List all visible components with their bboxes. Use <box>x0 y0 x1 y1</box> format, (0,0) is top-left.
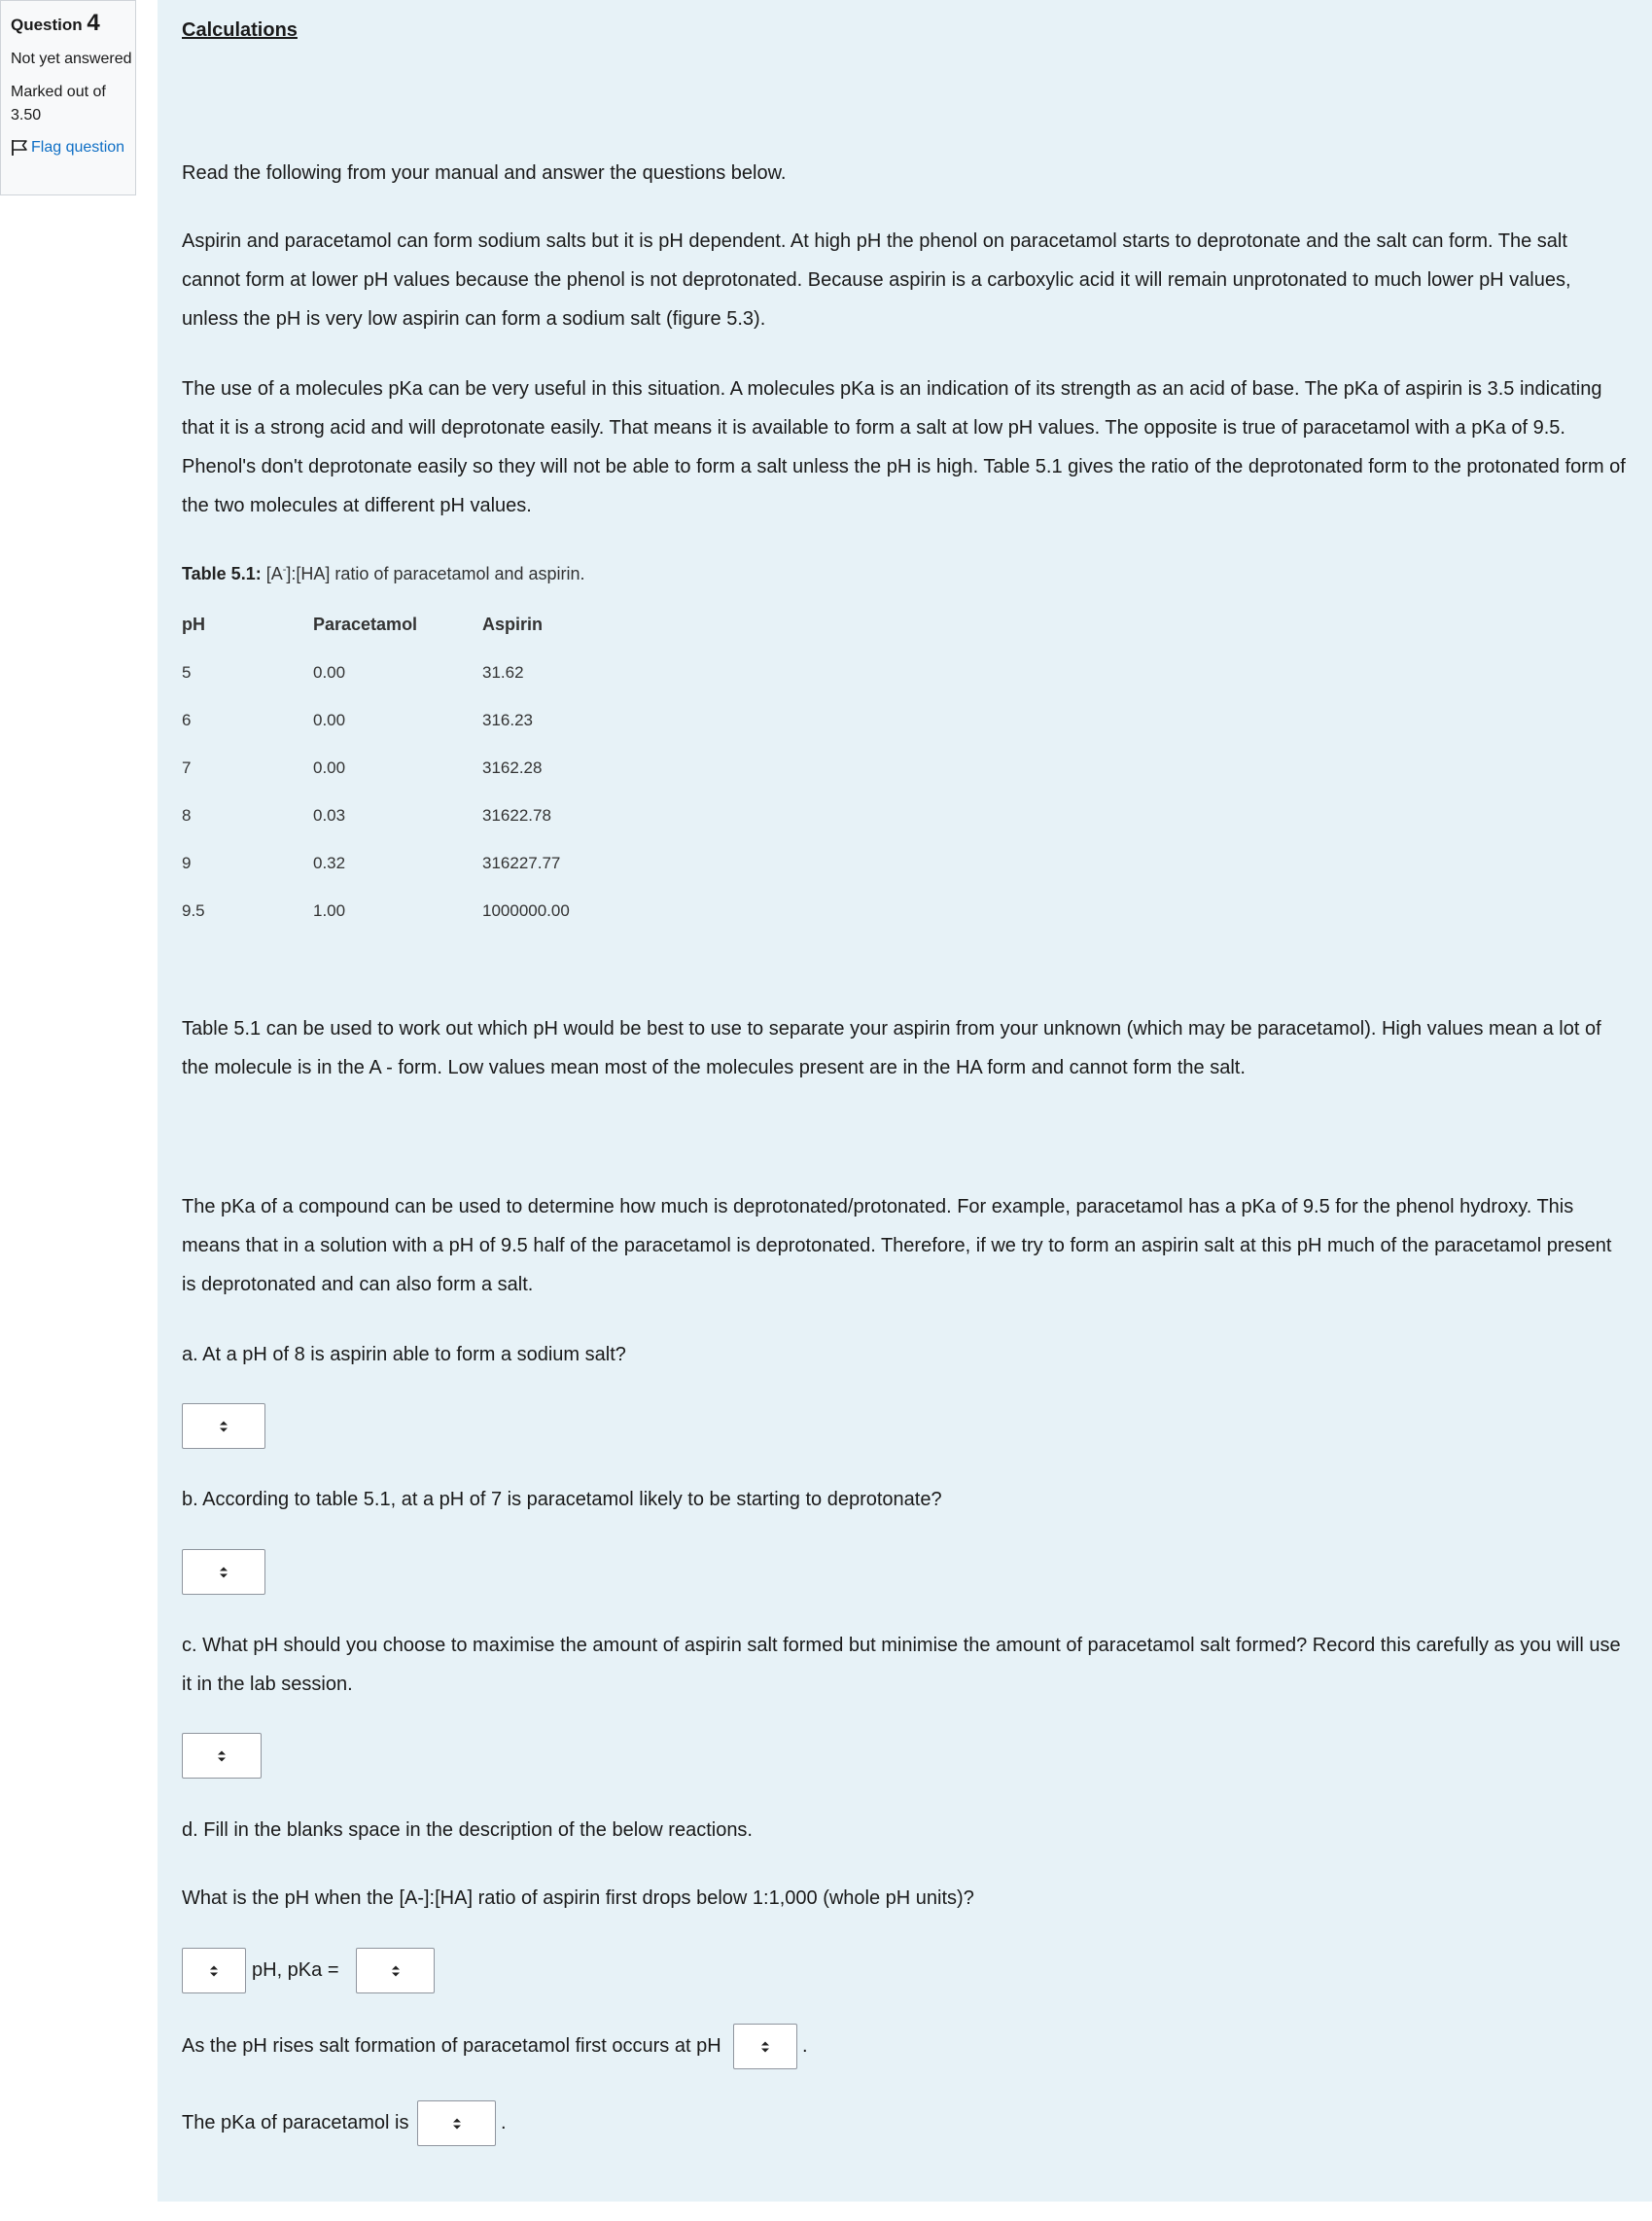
table-cell-ph: 7 <box>182 758 192 777</box>
answer-d1-ph-select[interactable] <box>182 1948 246 1993</box>
flag-icon <box>11 139 28 157</box>
table-caption-superscript: - <box>282 564 287 576</box>
table-cell-aspirin: 3162.28 <box>482 758 543 777</box>
question-d1-text: What is the pH when the [A-]:[HA] ratio of aspirin first drops below 1:1,000 (whole pH units)? <box>182 1887 974 1909</box>
table-cell-ph: 9.5 <box>182 900 205 920</box>
table-cell-aspirin: 1000000.00 <box>482 900 570 920</box>
answer-d2-select[interactable] <box>733 2024 797 2069</box>
table-cell-ph: 6 <box>182 710 192 729</box>
answer-c-select[interactable] <box>182 1733 262 1779</box>
select-arrows-icon <box>452 2117 462 2131</box>
question-state: Not yet answered <box>11 51 132 67</box>
question-d-text: d. Fill in the blanks space in the description of the below reactions. <box>182 1819 753 1841</box>
select-arrows-icon <box>217 1749 227 1763</box>
page-title: Calculations <box>182 19 298 41</box>
select-arrows-icon <box>219 1566 228 1579</box>
select-arrows-icon <box>391 1964 401 1978</box>
select-arrows-icon <box>219 1420 228 1433</box>
question-content <box>158 0 1652 2202</box>
paragraph-1: Aspirin and paracetamol can form sodium salts but it is pH dependent. At high pH the phenol on paracetamol starts to deprotonate and the salt can form. The salt cannot form at lower pH values because the phenol is not deprotonated. Because aspirin is a carboxylic acid it will remain unprotonated to much lower pH values, unless the pH is very low aspirin can form a sodium salt (figure 5.3). <box>182 230 1571 330</box>
flag-question-label: Flag question <box>31 139 125 156</box>
table-cell-ph: 5 <box>182 662 192 682</box>
question-c-text: c. What pH should you choose to maximise the amount of aspirin salt formed but minimise the amount of paracetamol salt formed? Record this carefully as you will use it in the lab session. <box>182 1635 1621 1695</box>
table-header-aspirin: Aspirin <box>482 614 544 634</box>
paragraph-2: The use of a molecules pKa can be very useful in this situation. A molecules pKa is an indication of its strength as an acid of base. The pKa of aspirin is 3.5 indicating that it is a strong acid and will deprotonate easily. That means it is available to form a salt at low pH values. The opposite is true of paracetamol with a pKa of 9.5. Phenol's don't deprotonate easily so they will not be able to form a salt unless the pH is high. Table 5.1 gives the ratio of the deprotonated form to the protonated form of the two molecules at different pH values. <box>182 378 1626 516</box>
select-arrows-icon <box>209 1964 219 1978</box>
table-row <box>182 792 638 839</box>
question-number: 4 <box>87 10 100 36</box>
question-info-panel <box>0 0 136 195</box>
answer-b-select[interactable] <box>182 1549 265 1595</box>
d3-end-text: . <box>501 2112 507 2133</box>
question-grade: Marked out of 3.50 <box>11 84 106 123</box>
d2-text: As the pH rises salt formation of paracetamol first occurs at pH <box>182 2035 721 2057</box>
table-row <box>182 887 638 934</box>
table-cell-paracetamol: 0.03 <box>313 805 346 825</box>
intro-text: Read the following from your manual and answer the questions below. <box>182 162 787 184</box>
table-caption-label: Table 5.1: <box>182 564 262 583</box>
table-caption-text: ]:[HA] ratio of paracetamol and aspirin. <box>286 564 585 583</box>
table-cell-aspirin: 31.62 <box>482 662 524 682</box>
table-header-ph: pH <box>182 614 205 634</box>
question-b-text: b. According to table 5.1, at a pH of 7 is paracetamol likely to be starting to deprotonate? <box>182 1489 942 1510</box>
answer-d3-select[interactable] <box>417 2100 496 2146</box>
ratio-table <box>182 600 638 934</box>
table-cell-paracetamol: 0.00 <box>313 662 346 682</box>
table-caption-a: [A <box>265 564 283 583</box>
answer-a-select[interactable] <box>182 1403 265 1449</box>
table-header-row <box>182 600 638 649</box>
table-cell-paracetamol: 0.32 <box>313 853 346 872</box>
d1-mid-text: pH, pKa = <box>252 1959 339 1981</box>
table-row <box>182 649 638 696</box>
answer-d1-pka-select[interactable] <box>356 1948 435 1993</box>
table-header-paracetamol: Paracetamol <box>313 614 418 634</box>
table-cell-ph: 8 <box>182 805 192 825</box>
table-cell-paracetamol: 1.00 <box>313 900 346 920</box>
question-a-text: a. At a pH of 8 is aspirin able to form a sodium salt? <box>182 1344 626 1365</box>
table-cell-aspirin: 316.23 <box>482 710 533 729</box>
table-caption <box>182 564 585 584</box>
question-label: Question <box>11 16 83 34</box>
d3-text: The pKa of paracetamol is <box>182 2112 409 2133</box>
table-cell-aspirin: 316227.77 <box>482 853 561 872</box>
table-cell-ph: 9 <box>182 853 192 872</box>
table-cell-paracetamol: 0.00 <box>313 758 346 777</box>
paragraph-4: The pKa of a compound can be used to determine how much is deprotonated/protonated. For example, paracetamol has a pKa of 9.5 for the phenol hydroxy. This means that in a solution with a pH of 9.5 half of the paracetamol is deprotonated. Therefore, if we try to form an aspirin salt at this pH much of the paracetamol present is deprotonated and can also form a salt. <box>182 1196 1612 1295</box>
flag-question-link[interactable] <box>11 139 135 157</box>
table-cell-paracetamol: 0.00 <box>313 710 346 729</box>
table-row <box>182 696 638 744</box>
table-row <box>182 744 638 792</box>
table-cell-aspirin: 31622.78 <box>482 805 551 825</box>
table-row <box>182 839 638 887</box>
paragraph-3: Table 5.1 can be used to work out which pH would be best to use to separate your aspirin from your unknown (which may be paracetamol). High values mean a lot of the molecule is in the A - form. Low values mean most of the molecules present are in the HA form and cannot form the salt. <box>182 1018 1601 1078</box>
d2-end-text: . <box>802 2035 808 2057</box>
question-number-line <box>11 11 135 38</box>
select-arrows-icon <box>760 2040 770 2054</box>
